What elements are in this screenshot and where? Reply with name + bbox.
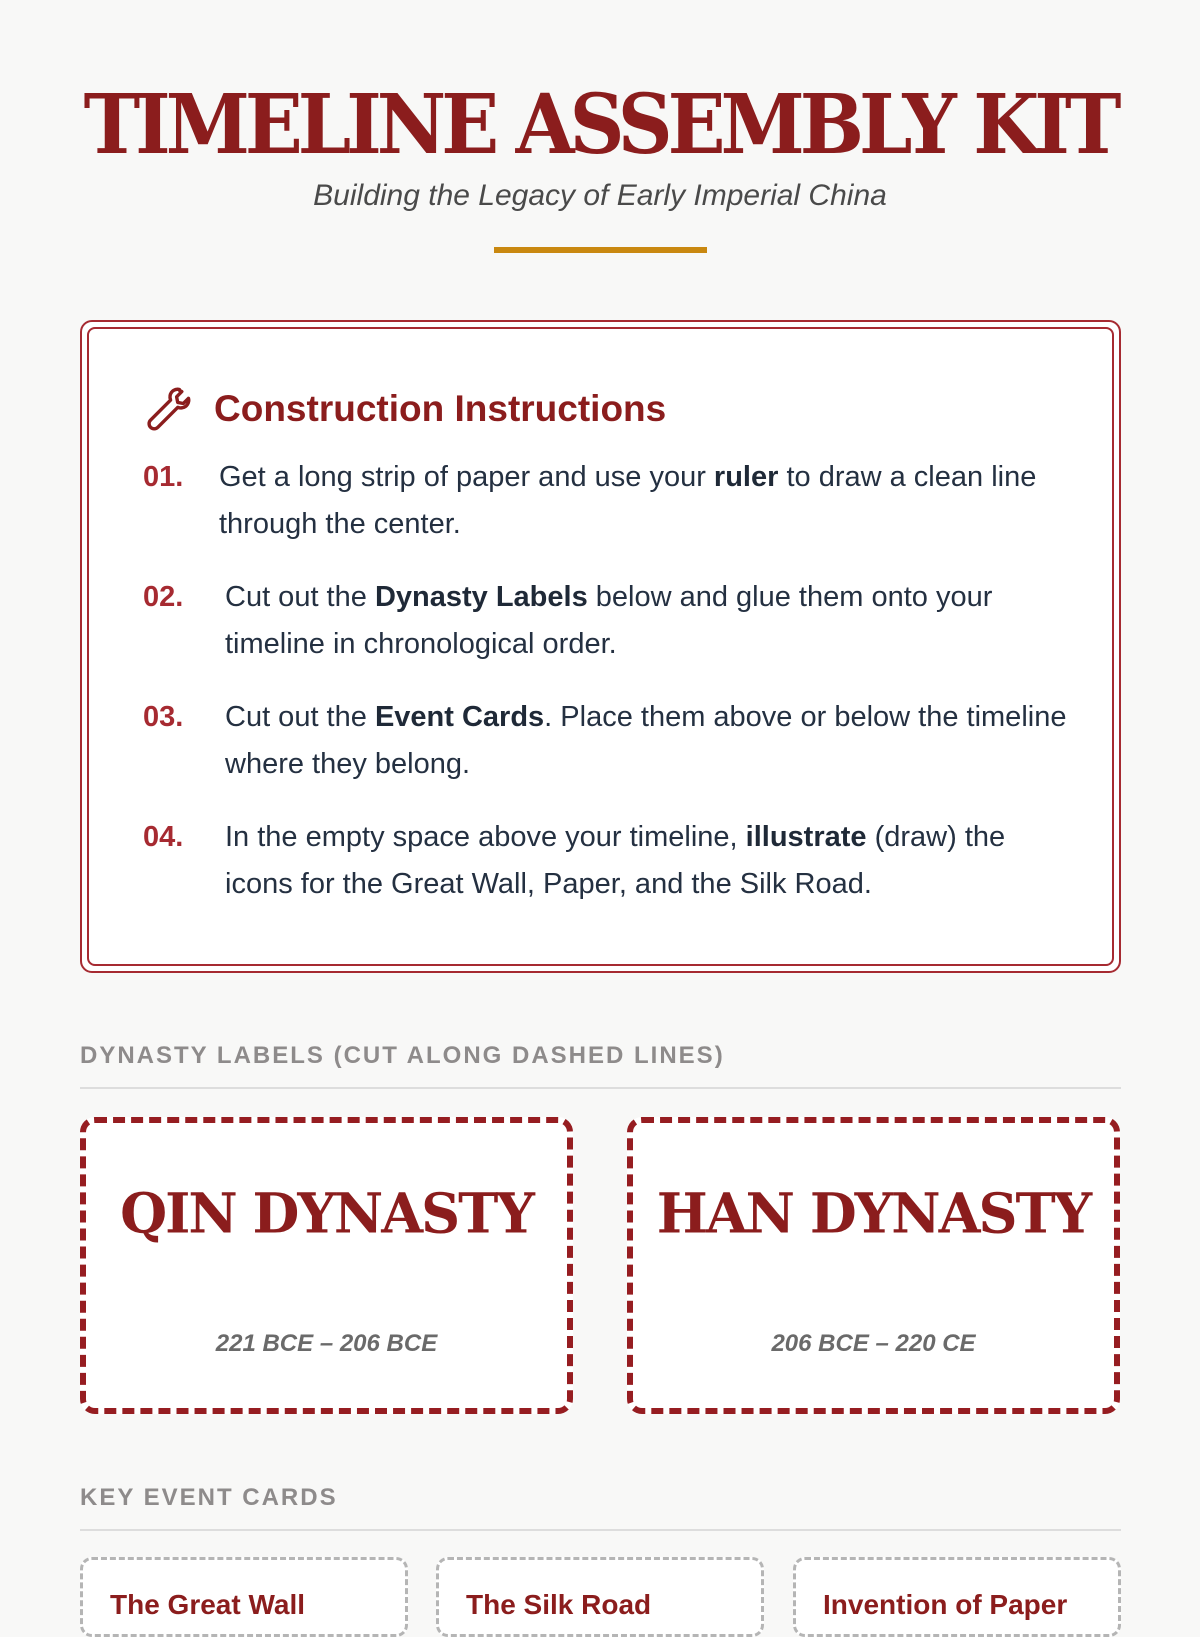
step-text-after: . Place them above or below the timeline where they belong. [225,701,1067,780]
instructions-heading [143,384,666,434]
key-event-cards-divider [80,1529,1121,1531]
dynasty-name: HAN DYNASTY [656,1180,1091,1246]
page-title: TIMELINE ASSEMBLY KIT [83,76,1117,173]
event-title: Invention of Paper [823,1589,1068,1620]
step-number: 01. [143,461,184,493]
step-text-after: (draw) the icons for the Great Wall, Paper, and the Silk Road. [225,821,1006,900]
step-emphasis: ruler [713,461,779,493]
construction-instructions-inner-border [87,327,1114,966]
step-text-before: Cut out the [225,701,375,733]
wrench-icon [143,384,193,434]
step-text [225,694,1073,788]
event-title: The Great Wall [110,1589,306,1620]
instruction-step [143,574,1073,668]
step-number: 04. [143,821,184,853]
event-card [436,1557,764,1637]
step-number: 02. [143,581,184,613]
construction-instructions-panel [80,320,1121,973]
step-emphasis: illustrate [745,821,867,853]
dynasty-labels-section-label: DYNASTY LABELS (CUT ALONG DASHED LINES) [80,1042,725,1069]
title-divider [494,247,707,253]
step-text-before: Get a long strip of paper and use your [219,461,714,493]
step-text-after: to draw a clean line through the center. [219,461,1037,540]
step-text-after: below and glue them onto your timeline in chronological order. [225,581,993,660]
dynasty-dates: 206 BCE – 220 CE [771,1330,976,1357]
dynasty-label-card [627,1117,1120,1414]
step-text [219,454,1073,548]
step-text [225,814,1073,908]
event-title: The Silk Road [466,1589,652,1620]
page-subtitle: Building the Legacy of Early Imperial China [313,179,887,212]
step-text-before: In the empty space above your timeline, [225,821,746,853]
instructions-title: Construction Instructions [214,388,667,429]
step-emphasis: Event Cards [374,701,545,733]
step-text [225,574,1073,668]
step-number: 03. [143,701,184,733]
instruction-step [143,454,1073,548]
dynasty-label-card [80,1117,573,1414]
instruction-step [143,814,1073,908]
step-emphasis: Dynasty Labels [374,581,588,613]
event-card [793,1557,1121,1637]
dynasty-name: QIN DYNASTY [120,1180,533,1246]
instruction-step [143,694,1073,788]
step-text-before: Cut out the [225,581,375,613]
event-card [80,1557,408,1637]
dynasty-dates: 221 BCE – 206 BCE [215,1330,438,1357]
key-event-cards-section-label: KEY EVENT CARDS [80,1484,338,1511]
dynasty-labels-divider [80,1087,1121,1089]
